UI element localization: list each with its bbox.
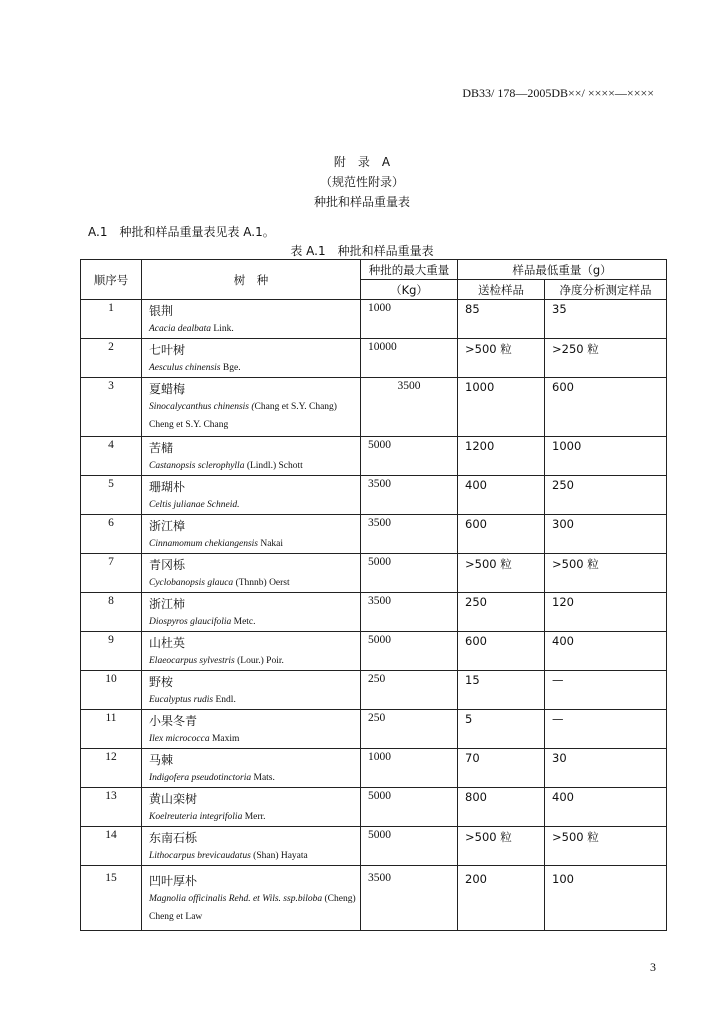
tree-chinese-name: 浙江樟	[149, 519, 186, 533]
tree-latin-name	[149, 730, 360, 748]
max-weight-cell: 250	[361, 671, 458, 710]
tree-latin-name	[149, 457, 360, 475]
tree-latin-name	[149, 496, 360, 514]
table-row	[81, 827, 667, 866]
table-row	[81, 749, 667, 788]
document-code-header: DB33/ 178—2005DB××/ ××××—××××	[462, 86, 654, 100]
table-row	[81, 437, 667, 476]
tree-cell	[142, 827, 361, 866]
tree-chinese-name: 马棘	[149, 753, 174, 767]
tree-latin-name	[149, 535, 360, 553]
purity-sample-cell: 400	[545, 788, 667, 827]
table-row	[81, 710, 667, 749]
tree-cell	[142, 300, 361, 339]
submit-sample-cell: 250	[458, 593, 545, 632]
latin-roman: (Shan) Hayata	[250, 851, 308, 861]
latin-italic: Celtis julianae Schneid.	[149, 500, 240, 510]
submit-sample-cell: 5	[458, 710, 545, 749]
submit-sample-cell: 70	[458, 749, 545, 788]
submit-sample-cell: >500 粒	[458, 339, 545, 378]
latin-italic: Cinnamomum chekiangensis	[149, 539, 258, 549]
table-row	[81, 788, 667, 827]
max-weight-cell: 3500	[361, 593, 458, 632]
tree-chinese-name: 凹叶厚朴	[149, 874, 198, 888]
purity-sample-cell: —	[545, 671, 667, 710]
latin-roman: (Thnnb) Oerst	[233, 578, 290, 588]
tree-chinese-name: 七叶树	[149, 343, 186, 357]
max-weight-cell: 3500	[361, 378, 458, 437]
tree-latin-name	[149, 808, 360, 826]
latin-roman: Maxim	[209, 734, 240, 744]
header-submit-sample: 送检样品	[458, 280, 545, 300]
header-tree: 树 种	[142, 260, 361, 300]
tree-chinese-name: 野桉	[149, 675, 174, 689]
table-row	[81, 515, 667, 554]
tree-chinese-name: 山杜英	[149, 636, 186, 650]
header-min-weight: 样品最低重量（g）	[458, 260, 667, 280]
max-weight-cell: 3500	[361, 476, 458, 515]
max-weight-cell: 5000	[361, 788, 458, 827]
tree-latin-name	[149, 691, 360, 709]
seq-cell: 7	[81, 554, 142, 593]
appendix-title: 附 录 A	[333, 155, 391, 169]
table-row	[81, 378, 667, 437]
max-weight-cell: 5000	[361, 554, 458, 593]
seq-cell: 13	[81, 788, 142, 827]
latin-italic: Acacia dealbata	[149, 324, 211, 334]
tree-cell	[142, 339, 361, 378]
purity-sample-cell: 600	[545, 378, 667, 437]
submit-sample-cell: 15	[458, 671, 545, 710]
seq-cell: 10	[81, 671, 142, 710]
table-body	[81, 300, 667, 931]
latin-roman: Endl.	[213, 695, 236, 705]
latin-italic: Sinocalycanthus chinensis (	[149, 402, 255, 412]
header-max-weight-unit: （Kg）	[361, 280, 458, 300]
purity-sample-cell: >250 粒	[545, 339, 667, 378]
table-row	[81, 866, 667, 931]
header-max-weight: 种批的最大重量	[361, 260, 458, 280]
submit-sample-cell: 200	[458, 866, 545, 931]
purity-sample-cell: 30	[545, 749, 667, 788]
latin-italic: Magnolia officinalis Rehd. et Wils. ssp.biloba	[149, 894, 323, 904]
table-row	[81, 671, 667, 710]
seq-cell: 4	[81, 437, 142, 476]
latin-roman: Link.	[211, 324, 234, 334]
submit-sample-cell: 800	[458, 788, 545, 827]
tree-latin-name	[149, 652, 360, 670]
table-row	[81, 339, 667, 378]
latin-roman: Metc.	[231, 617, 256, 627]
max-weight-cell: 10000	[361, 339, 458, 378]
max-weight-cell: 5000	[361, 437, 458, 476]
submit-sample-cell: 85	[458, 300, 545, 339]
max-weight-cell: 5000	[361, 632, 458, 671]
purity-sample-cell: 400	[545, 632, 667, 671]
latin-roman: Merr.	[242, 812, 266, 822]
purity-sample-cell: 250	[545, 476, 667, 515]
seq-cell: 5	[81, 476, 142, 515]
seq-cell: 11	[81, 710, 142, 749]
table-row	[81, 632, 667, 671]
tree-cell	[142, 593, 361, 632]
purity-sample-cell: 100	[545, 866, 667, 931]
page-number: 3	[650, 960, 656, 974]
table-row	[81, 300, 667, 339]
latin-roman: Nakai	[257, 539, 284, 549]
submit-sample-cell: 600	[458, 515, 545, 554]
latin-roman: Bge.	[220, 363, 241, 373]
seq-cell: 14	[81, 827, 142, 866]
latin-italic: Indigofera pseudotinctoria	[149, 773, 252, 783]
max-weight-cell: 3500	[361, 866, 458, 931]
seq-cell: 9	[81, 632, 142, 671]
tree-chinese-name: 夏蜡梅	[149, 382, 186, 396]
latin-italic: Ilex micrococca	[149, 734, 210, 744]
tree-chinese-name: 浙江柿	[149, 597, 186, 611]
submit-sample-cell: >500 粒	[458, 827, 545, 866]
table-row	[81, 476, 667, 515]
tree-cell	[142, 788, 361, 827]
submit-sample-cell: 400	[458, 476, 545, 515]
table-caption: 表 A.1 种批和样品重量表	[290, 244, 434, 258]
purity-sample-cell: >500 粒	[545, 554, 667, 593]
tree-cell	[142, 515, 361, 554]
max-weight-cell: 3500	[361, 515, 458, 554]
tree-chinese-name: 黄山栾树	[149, 792, 198, 806]
appendix-name: 种批和样品重量表	[313, 195, 410, 209]
tree-cell	[142, 866, 361, 931]
tree-cell	[142, 437, 361, 476]
seq-cell: 8	[81, 593, 142, 632]
latin-italic: Aesculus chinensis	[149, 363, 221, 373]
latin-italic: Eucalyptus rudis	[149, 695, 214, 705]
tree-chinese-name: 青冈栎	[149, 558, 186, 572]
tree-latin-name	[149, 320, 360, 338]
max-weight-cell: 1000	[361, 749, 458, 788]
seq-cell: 15	[81, 866, 142, 931]
tree-cell	[142, 632, 361, 671]
purity-sample-cell: 35	[545, 300, 667, 339]
latin-italic: Elaeocarpus sylvestris	[149, 656, 235, 666]
tree-cell	[142, 671, 361, 710]
tree-cell	[142, 476, 361, 515]
appendix-nature: （规范性附录）	[319, 175, 404, 189]
seq-cell: 3	[81, 378, 142, 437]
purity-sample-cell: —	[545, 710, 667, 749]
latin-roman: Mats.	[251, 773, 275, 783]
max-weight-cell: 250	[361, 710, 458, 749]
tree-cell	[142, 749, 361, 788]
latin-italic: Diospyros glaucifolia	[149, 617, 232, 627]
header-seq: 顺序号	[81, 260, 142, 300]
purity-sample-cell: 1000	[545, 437, 667, 476]
submit-sample-cell: >500 粒	[458, 554, 545, 593]
latin-roman: (Lindl.) Schott	[244, 461, 303, 471]
header-purity-sample: 净度分析测定样品	[545, 280, 667, 300]
purity-sample-cell: 300	[545, 515, 667, 554]
latin-roman: (Lour.) Poir.	[234, 656, 284, 666]
latin-italic: Castanopsis sclerophylla	[149, 461, 245, 471]
submit-sample-cell: 1200	[458, 437, 545, 476]
latin-roman: (Cheng) Cheng et Law	[149, 894, 356, 922]
tree-chinese-name: 银荆	[149, 304, 174, 318]
tree-latin-name	[149, 574, 360, 592]
tree-latin-name	[149, 398, 360, 434]
seq-cell: 2	[81, 339, 142, 378]
tree-latin-name	[149, 613, 360, 631]
seed-weight-table	[80, 259, 667, 931]
max-weight-cell: 5000	[361, 827, 458, 866]
latin-italic: Lithocarpus brevicaudatus	[149, 851, 251, 861]
max-weight-cell: 1000	[361, 300, 458, 339]
tree-chinese-name: 珊瑚朴	[149, 480, 186, 494]
tree-latin-name	[149, 890, 360, 926]
submit-sample-cell: 600	[458, 632, 545, 671]
latin-roman: Chang et S.Y. Chang) Cheng et S.Y. Chang	[149, 402, 337, 430]
seq-cell: 1	[81, 300, 142, 339]
latin-italic: Cyclobanopsis glauca	[149, 578, 234, 588]
tree-cell	[142, 378, 361, 437]
seq-cell: 12	[81, 749, 142, 788]
table-row	[81, 593, 667, 632]
clause-a1: A.1 种批和样品重量表见表 A.1。	[88, 225, 275, 239]
purity-sample-cell: 120	[545, 593, 667, 632]
tree-latin-name	[149, 847, 360, 865]
tree-chinese-name: 小果冬青	[149, 714, 198, 728]
appendix-title-block	[0, 152, 724, 212]
tree-cell	[142, 554, 361, 593]
tree-chinese-name: 东南石栎	[149, 831, 198, 845]
seq-cell: 6	[81, 515, 142, 554]
tree-latin-name	[149, 359, 360, 377]
table-row	[81, 554, 667, 593]
purity-sample-cell: >500 粒	[545, 827, 667, 866]
tree-chinese-name: 苦槠	[149, 441, 174, 455]
submit-sample-cell: 1000	[458, 378, 545, 437]
latin-italic: Koelreuteria integrifolia	[149, 812, 243, 822]
tree-cell	[142, 710, 361, 749]
tree-latin-name	[149, 769, 360, 787]
